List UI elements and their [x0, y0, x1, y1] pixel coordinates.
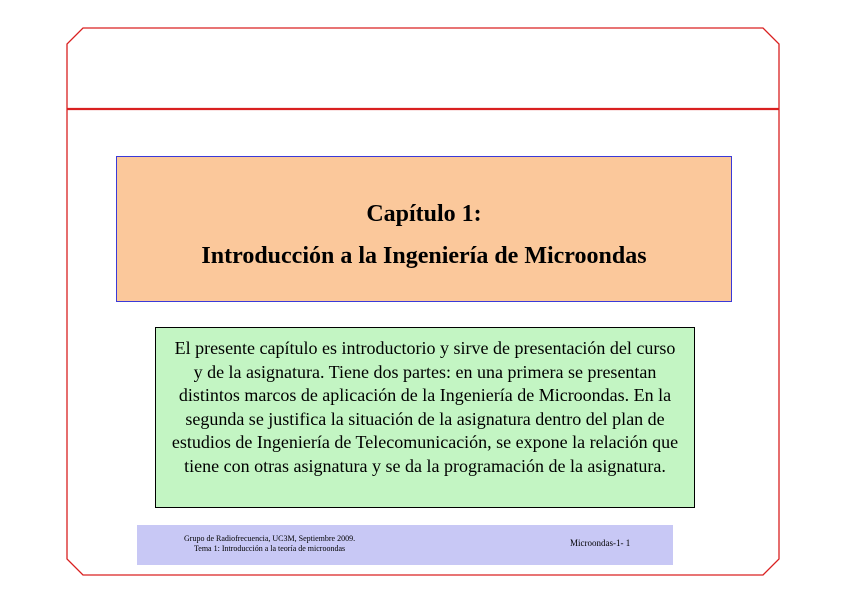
- slide-footer: [137, 525, 673, 565]
- footer-line2: Tema 1: Introducción a la teoría de microondas: [193, 544, 346, 553]
- footer-line1: Grupo de Radiofrecuencia, UC3M, Septiembre 2009.: [184, 534, 356, 543]
- chapter-title-box: [116, 156, 732, 302]
- chapter-number: Capítulo 1:: [366, 201, 482, 227]
- chapter-summary: El presente capítulo es introductorio y sirve de presentación del curso y de la asignatura. Tiene dos partes: en una primera se presentan distintos marcos de aplicación de la Ingeniería de Microondas. En la segunda se justifica la situación de la asignatura dentro del plan de estudios de Ingeniería de Telecomunicación, se expone la relación que tiene con otras asignatura y se da la programación de la asignatura.: [155, 327, 695, 508]
- page-number: Microondas-1- 1: [570, 538, 631, 548]
- chapter-title: Introducción a la Ingeniería de Microondas: [201, 243, 647, 269]
- footer-credits: [184, 534, 355, 554]
